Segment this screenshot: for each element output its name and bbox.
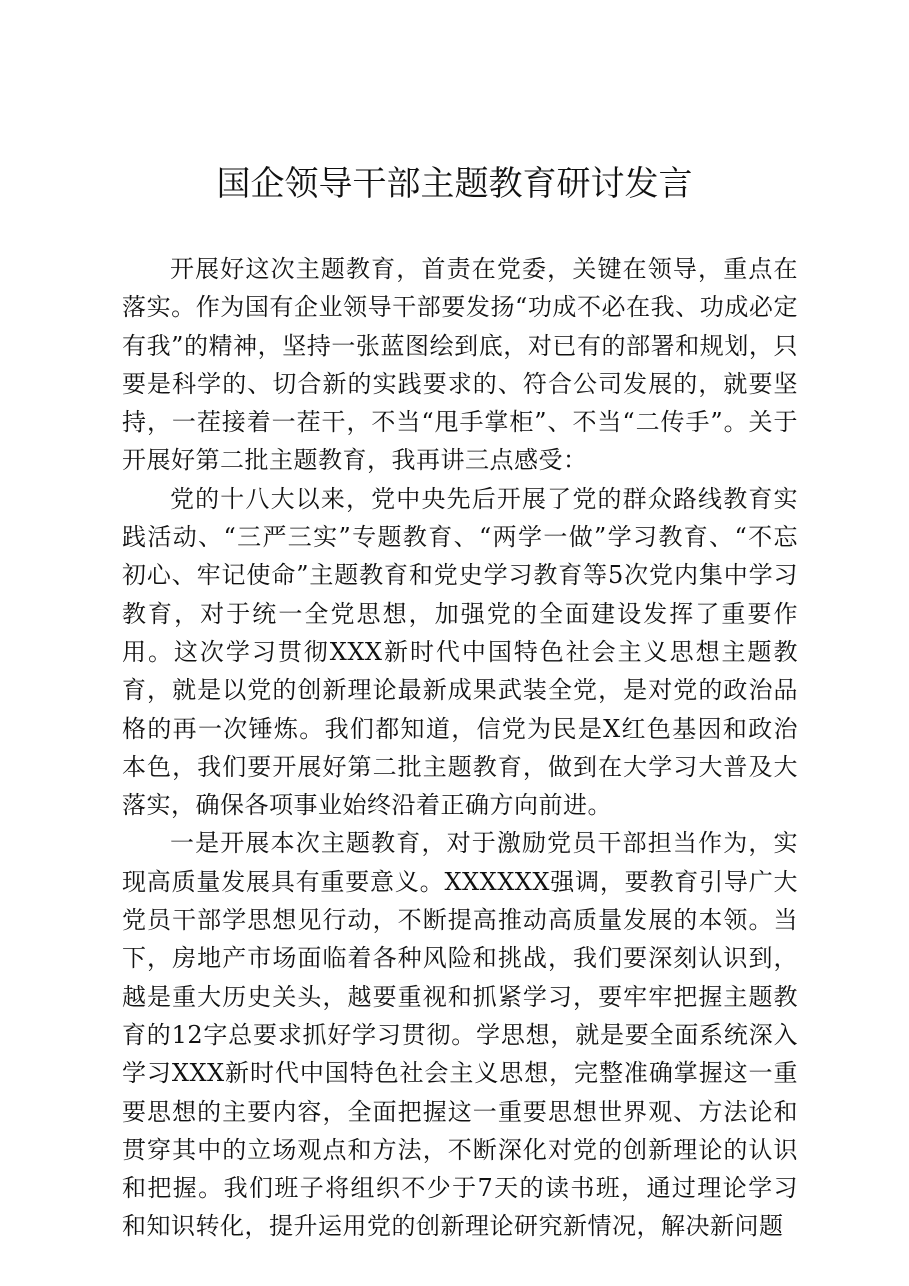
document-title: 国企领导干部主题教育研讨发言 (216, 164, 693, 204)
body-paragraph-1: 开展好这次主题教育，首责在党委，关键在领导，重点在落实。作为国有企业领导干部要发扬“功成不必在我、功成必定有我”的精神，坚持一张蓝图绘到底，对已有的部署和规划，只要是科学的、切合新的实践要求的、符合公司发展的，就要坚持，一茬接着一茬干，不当“甩手掌柜”、不当“二传手”。关于开展好第二批主题教育，我再讲三点感受： (122, 255, 798, 475)
body-paragraph-2: 党的十八大以来，党中央先后开展了党的群众路线教育实践活动、“三严三实”专题教育、“两学一做”学习教育、“不忘初心、牢记使命”主题教育和党史学习教育等5次党内集中学习教育，对于统一全党思想，加强党的全面建设发挥了重要作用。这次学习贯彻XXX新时代中国特色社会主义思想主题教育，就是以党的创新理论最新成果武装全党，是对党的政治品格的再一次锤炼。我们都知道，信党为民是X红色基因和政治本色，我们要开展好第二批主题教育，做到在大学习大普及大落实，确保各项事业始终沿着正确方向前进。 (122, 484, 798, 820)
document-body (122, 250, 798, 1246)
body-paragraph-3: 一是开展本次主题教育，对于激励党员干部担当作为，实现高质量发展具有重要意义。XXXXXX强调，要教育引导广大党员干部学思想见行动，不断提高推动高质量发展的本领。当下，房地产市场面临着各种风险和挑战，我们要深刻认识到，越是重大历史关头，越要重视和抓紧学习，要牢牢把握主题教育的12字总要求抓好学习贯彻。学思想，就是要全面系统深入学习XXX新时代中国特色社会主义思想，完整准确掌握这一重要思想的主要内容，全面把握这一重要思想世界观、方法论和贯穿其中的立场观点和方法，不断深化对党的创新理论的认识和把握。我们班子将组织不少于7天的读书班，通过理论学习和知识转化，提升运用党的创新理论研究新情况，解决新问题 (122, 829, 798, 1241)
